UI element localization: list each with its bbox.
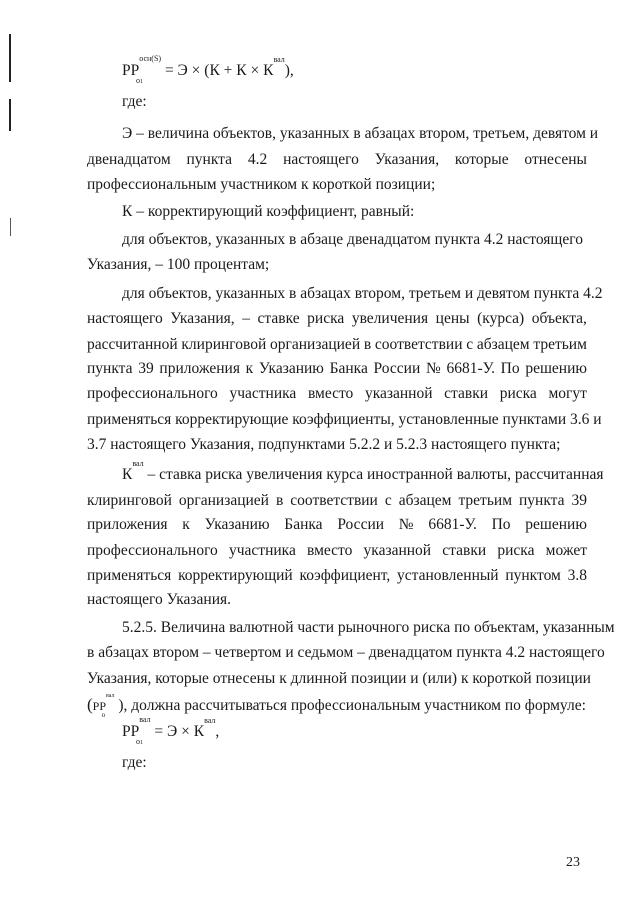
p2-line-1: К – корректирующий коэффициент, равный: [122, 203, 415, 220]
p4-line-5: профессионального участника вместо указанной ставки риска могут [87, 385, 587, 402]
p3-line-1: для объектов, указанных в абзаце двенадцатом пункта 4.2 настоящего [122, 231, 583, 248]
p4-line-3: рассчитанной клиринговой организацией в соответствии с абзацем третьим [87, 336, 587, 353]
p5-line-3: приложения к Указанию Банка России № 6681-У. По решению [87, 516, 587, 533]
p5-line-4: профессионального участника вместо указанной ставки риска может [87, 542, 587, 559]
p5-line-6: настоящего Указания. [87, 591, 232, 608]
p4-line-4: пункта 39 приложения к Указанию Банка России № 6681-У. По решению [87, 360, 587, 377]
p4-line-1: для объектов, указанных в абзацах втором, третьем и девятом пункта 4.2 [122, 285, 603, 302]
p6-line-4: ($PP^{вал}$ о ), должна рассчитываться профессиональным участником по формуле: [87, 692, 586, 719]
formula-2: $PP^{вал}$ о1 = $Э \times К^{вал}$, [122, 714, 220, 746]
margin-mark-1 [9, 34, 11, 82]
p5-line-2: клиринговой организацией в соответствии с абзацем третьим пункта 39 [87, 492, 587, 509]
page-number: 23 [566, 855, 580, 870]
margin-mark-2 [9, 99, 11, 131]
p6-line-1: 5.2.5. Величина валютной части рыночного риска по объектам, указанным [122, 619, 615, 636]
p6-line-3: Указания, которые отнесены к длинной позиции и (или) к короткой позиции [87, 670, 591, 687]
p1-line-1: Э – величина объектов, указанных в абзацах втором, третьем, девятом и [122, 125, 599, 142]
p1-line-3: профессиональным участником к короткой позиции; [87, 176, 436, 193]
formula-1-symbol: $PP^{осн(S)}$ о1 [122, 53, 162, 85]
p5-line-5: применяться корректирующий коэффициент, установленный пунктом 3.8 [87, 567, 587, 584]
formula-1: $PP^{осн(S)}$ о1 = $Э \times (К + К \times К^{вал})$, [122, 53, 294, 85]
formula-2-symbol: $PP^{вал}$ о1 [122, 714, 151, 746]
p6-inline-symbol: $PP^{вал}$ о [92, 692, 115, 719]
gde-label-2: где: [122, 754, 147, 771]
p5-line-1: $К^{вал}$ – ставка риска увеличения курса иностранной валюты, рассчитанная [122, 458, 604, 483]
p4-line-6: применяться корректирующие коэффициенты, установленные пунктами 3.6 и [87, 411, 602, 428]
p4-line-2: настоящего Указания, – ставке риска увеличения цены (курса) объекта, [87, 310, 587, 327]
margin-mark-3 [10, 218, 11, 236]
gde-label-1: где: [122, 93, 147, 110]
p6-line-2: в абзацах втором – четвертом и седьмом – двенадцатом пункта 4.2 настоящего [87, 644, 605, 661]
p1-line-2: двенадцатом пункта 4.2 настоящего Указания, которые отнесены [87, 151, 587, 168]
p3-line-2: Указания, – 100 процентам; [87, 256, 270, 273]
p4-line-7: 3.7 настоящего Указания, подпунктами 5.2.2 и 5.2.3 настоящего пункта; [87, 436, 561, 453]
